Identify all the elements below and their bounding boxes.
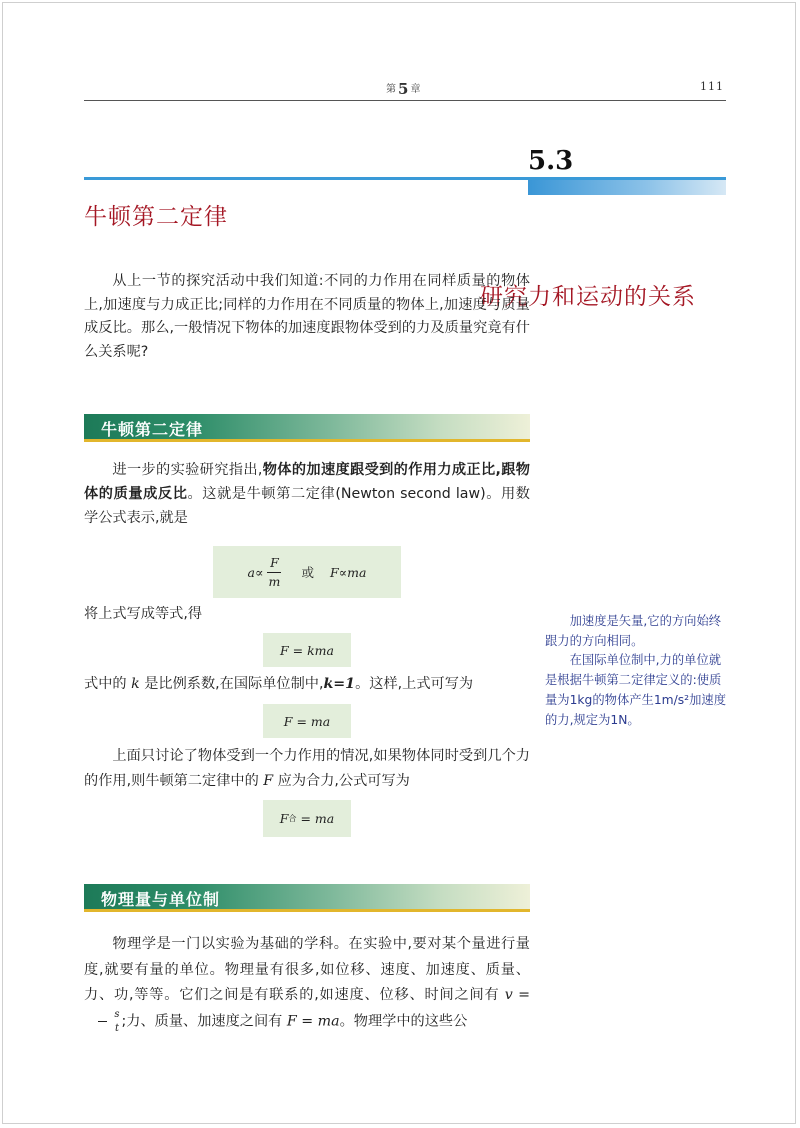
fraction-bar (267, 572, 281, 573)
text-span: 上面只讨论了物体受到一个力作用的情况,如果物体同时受到几个力的作用,则牛顿第二定律中的 (84, 748, 530, 789)
text-span: 。这样,上式可写为 (355, 676, 474, 692)
formula-kma (263, 633, 351, 667)
var-F: F (263, 773, 274, 789)
formula-ma-text: F = ma (283, 713, 331, 729)
numerator: F (270, 554, 279, 570)
subscript-he: 合 (288, 814, 297, 823)
formula-ma (263, 704, 351, 738)
fraction-s-over-t (86, 1009, 120, 1034)
chapter-number: 5 (398, 80, 409, 98)
text-span: 是比例系数,在国际单位制中, (139, 676, 324, 692)
k-equals-1: k=1 (323, 676, 356, 692)
newton-law-paragraph (84, 458, 530, 530)
chapter-suffix: 章 (410, 84, 421, 95)
formula-kma-text: F = kma (280, 642, 334, 658)
denominator: t (114, 1022, 119, 1034)
chapter-prefix: 第 (386, 84, 396, 95)
intro-text: 从上一节的探究活动中我们知道:不同的力作用在同样质量的物体上,加速度与力成正比;同样的力作用在不同质量的物体上,加速度与质量成反比。那么,一般情况下物体的加速度跟物体受到的力及质量究竟有什么关系呢? (84, 273, 530, 360)
intro-paragraph (84, 270, 530, 364)
denominator: m (268, 573, 281, 589)
side-note-p1: 加速度是矢量,它的方向始终跟力的方向相同。 (545, 614, 722, 648)
text-span: 进一步的实验研究指出, (112, 462, 263, 478)
equality-line (84, 603, 530, 627)
numerator: s (114, 1008, 120, 1020)
section-title: 牛顿第二定律 (84, 204, 228, 230)
formula-lhs: a∝ (247, 564, 264, 580)
formula-net-force (263, 800, 351, 837)
subsection-heading-text: 牛顿第二定律 (101, 420, 204, 439)
side-note (545, 612, 731, 730)
k-coefficient-line (84, 673, 530, 697)
fraction-bar (98, 1021, 107, 1022)
v-equals: v = (504, 987, 530, 1003)
subsection-heading-text: 物理量与单位制 (101, 890, 221, 909)
text-span: 。物理学中的这些公 (339, 1013, 468, 1029)
or-word: 或 (301, 565, 314, 580)
net-force-paragraph (84, 744, 530, 794)
formula-F: F (279, 811, 289, 826)
subsection-heading-units (84, 884, 530, 912)
subsection-heading-newton (84, 414, 530, 442)
units-paragraph (84, 932, 530, 1035)
law-statement-bold: 物体的加速度跟受到的作用力成正比,跟物体的质量成反比 (84, 462, 530, 502)
text-span: 应为合力,公式可写为 (273, 773, 410, 789)
var-k: k (131, 676, 140, 692)
f-equals-ma: F = ma (286, 1013, 340, 1029)
formula-rhs: F∝ma (329, 564, 367, 580)
equality-text: 将上式写成等式,得 (84, 606, 203, 622)
text-span: 物理学是一门以实验为基础的学科。在实验中,要对某个量进行量度,就要有量的单位。物理量有很多,如位移、速度、加速度、质量、力、功,等等。它们之间是有联系的,如速度、位移、时间之间有 (84, 936, 530, 1003)
formula-proportional (213, 546, 401, 598)
chapter-title: 研究力和运动的关系 (480, 284, 696, 310)
fraction-f-over-m (267, 556, 281, 589)
page-number: 111 (700, 80, 724, 93)
header-rule (84, 100, 726, 101)
section-number: 5.3 (528, 146, 574, 176)
text-span: ;力、质量、加速度之间有 (121, 1013, 287, 1029)
formula-rest: = ma (296, 811, 335, 826)
text-span: 式中的 (84, 676, 132, 692)
text-span: 。这就是牛顿第二定律(Newton second law)。用数学公式表示,就是 (84, 486, 530, 526)
section-gradient-bar (528, 180, 726, 195)
side-note-p2: 在国际单位制中,力的单位就是根据牛顿第二定律定义的:使质量为1kg的物体产生1m/s²加速度的力,规定为1N。 (545, 653, 727, 727)
